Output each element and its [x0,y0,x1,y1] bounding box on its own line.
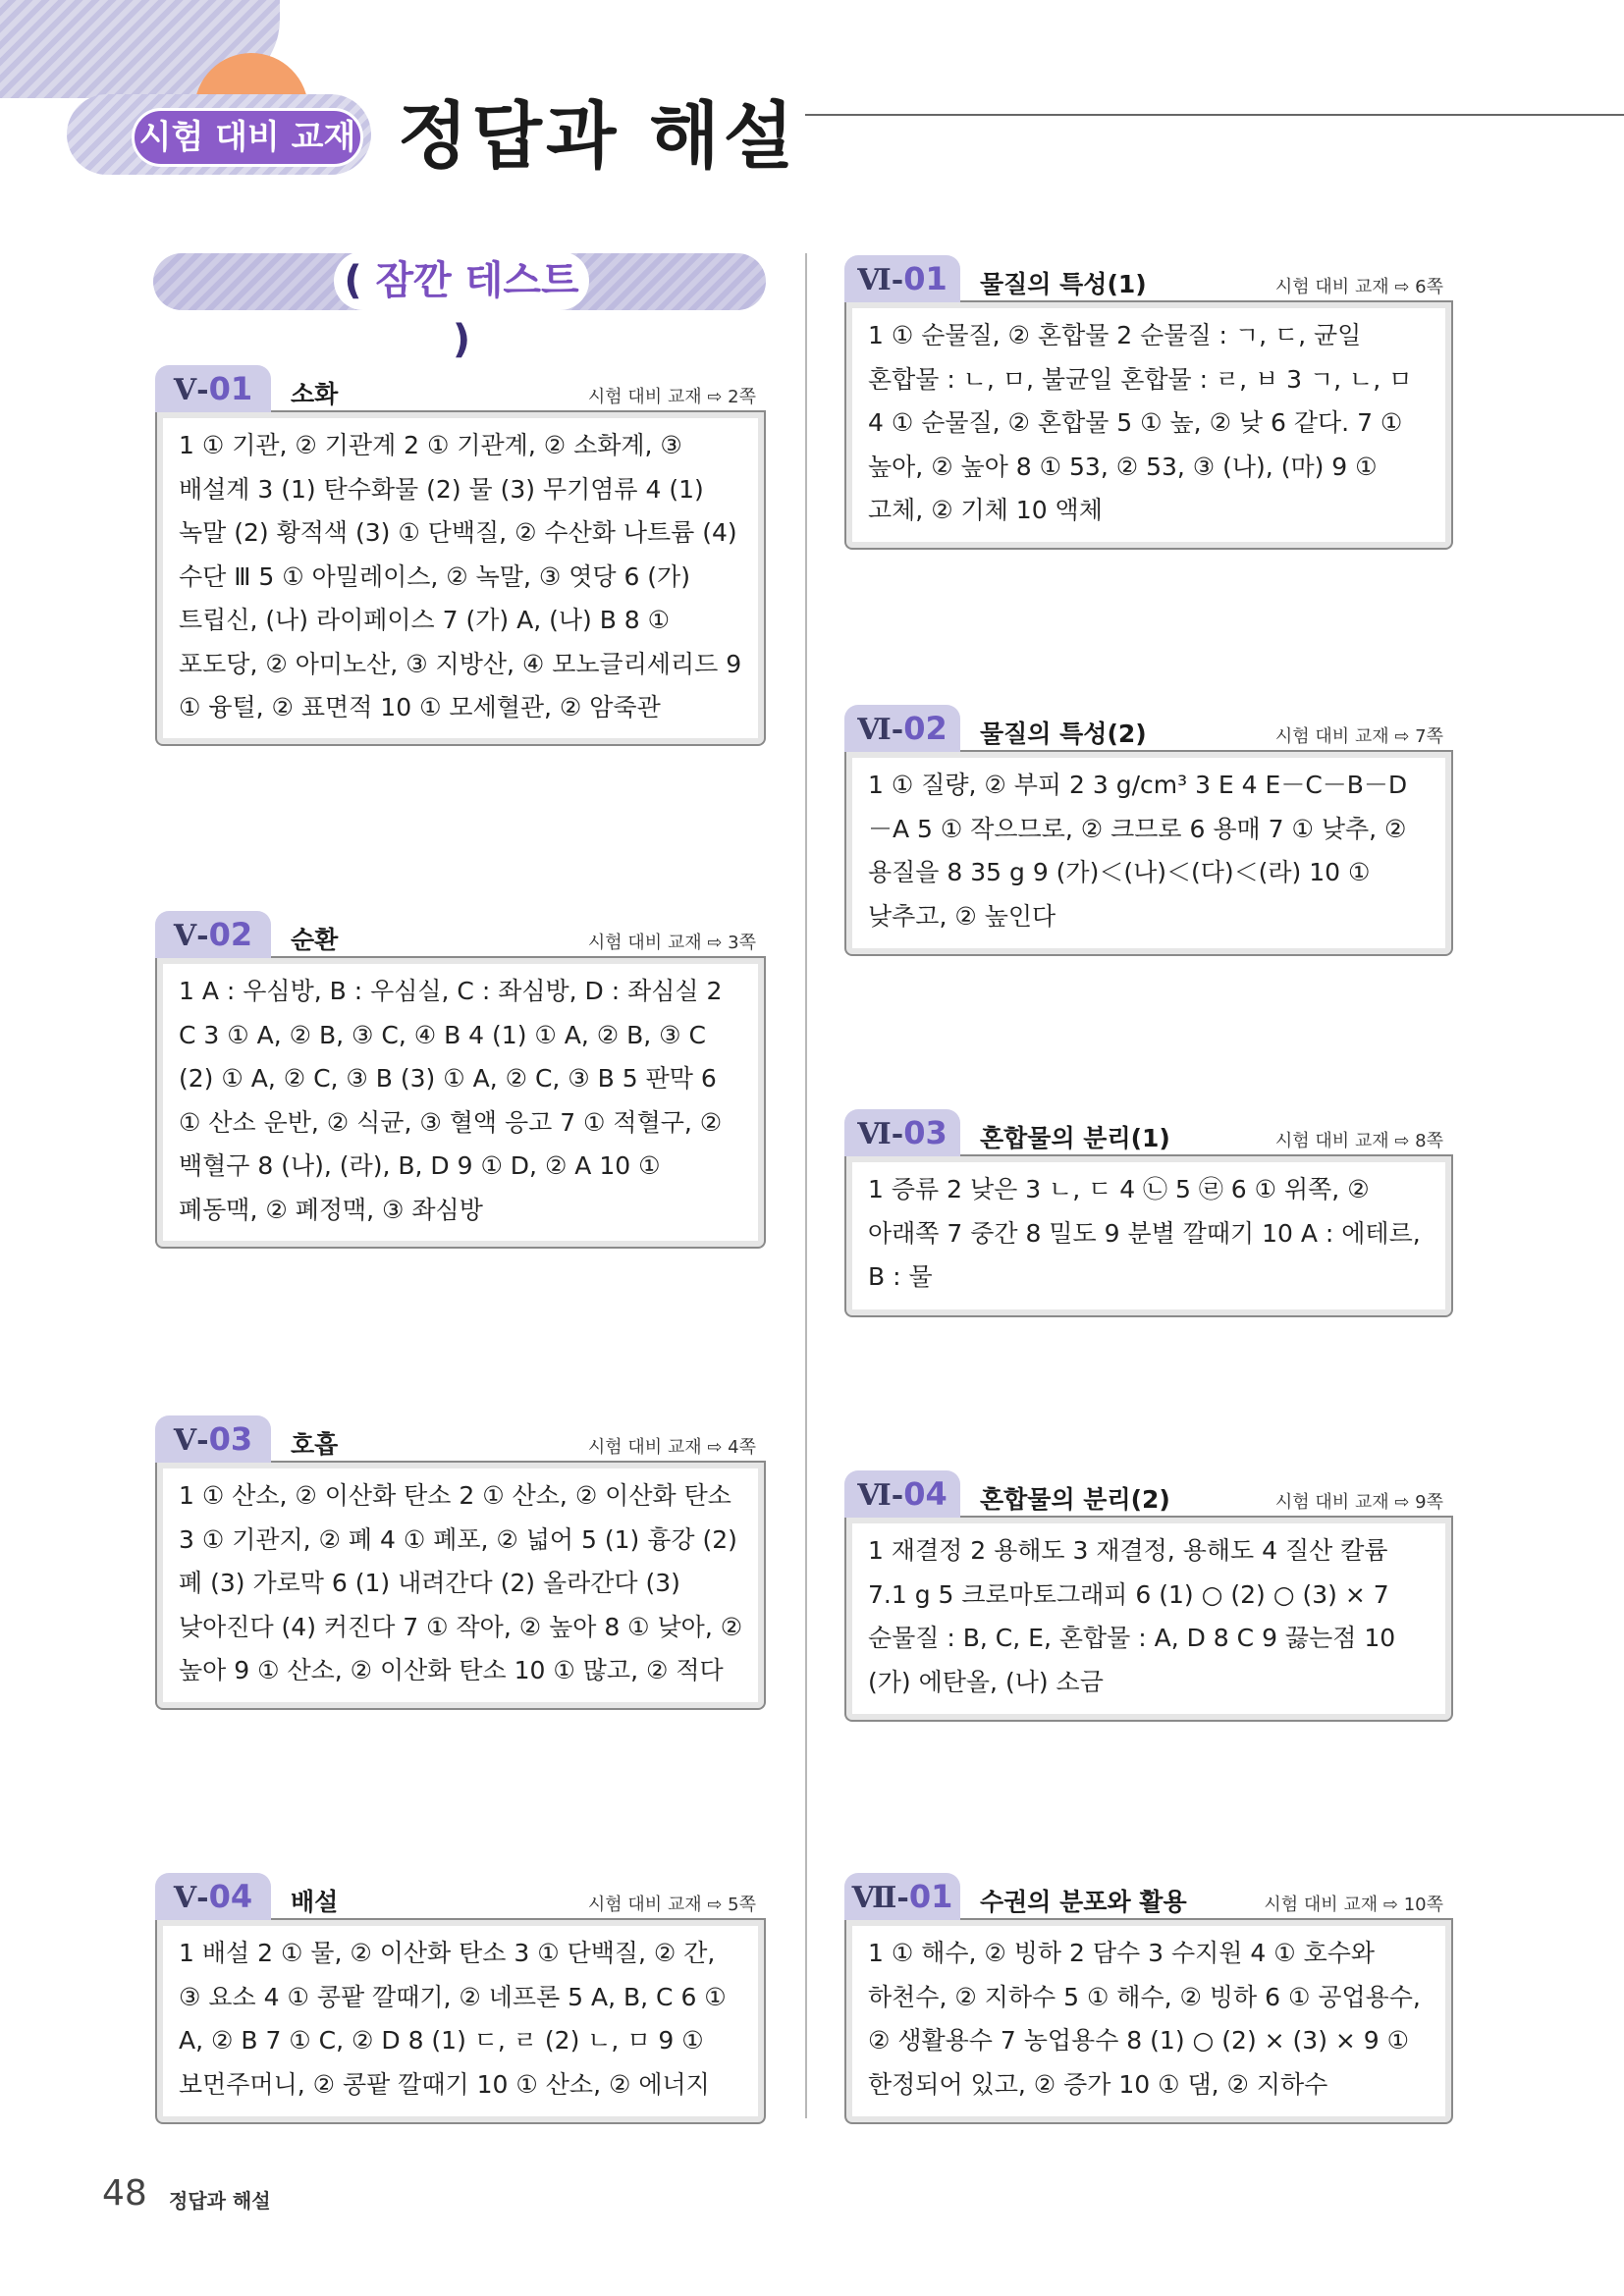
section-title: 호흡 [291,1430,339,1459]
section-tab: Ⅴ-03 [155,1415,271,1463]
answer-box: 1 재결정 2 용해도 3 재결정, 용해도 4 질산 칼륨 7.1 g 5 크로마토그래피 6 (1) ○ (2) ○ (3) × 7 순물질 : B, C, E, 혼합물 : A, D 8 C 9 끓는점 10 (가) 에탄올, (나) 소금 [844,1518,1453,1722]
answer-box: 1 증류 2 낮은 3 ㄴ, ㄷ 4 ㉡ 5 ㉣ 6 ① 위쪽, ② 아래쪽 7 중간 8 밀도 9 분별 깔때기 10 A : 에테르, B : 물 [844,1156,1453,1317]
section-tab: Ⅵ-04 [844,1470,960,1518]
section-title: 물질의 특성(1) [980,270,1147,298]
section-tab: Ⅶ-01 [844,1873,960,1920]
section-reference: 시험 대비 교재 ⇨ 10쪽 [1264,1895,1443,1915]
answer-box: 1 배설 2 ① 물, ② 이산화 탄소 3 ① 단백질, ② 간, ③ 요소 4 ① 콩팥 깔때기, ② 네프론 5 A, B, C 6 ① A, ② B 7 ① C, ② D 8 (1) ㄷ, ㄹ (2) ㄴ, ㅁ 9 ① 보먼주머니, ② 콩팥 깔때기 10 ① 산소, ② 에너지 [155,1920,766,2124]
section-reference: 시험 대비 교재 ⇨ 5쪽 [587,1895,756,1915]
answer-box: 1 ① 질량, ② 부피 2 3 g/cm³ 3 E 4 E－C－B－D－A 5 ① 작으므로, ② 크므로 6 용매 7 ① 낮추, ② 용질을 8 35 g 9 (가)＜(나)＜(다)＜(라) 10 ① 낮추고, ② 높인다 [844,752,1453,956]
section-title: 순환 [291,926,339,954]
section-title: 혼합물의 분리(1) [980,1124,1170,1152]
answer-box: 1 A : 우심방, B : 우심실, C : 좌심방, D : 좌심실 2 C 3 ① A, ② B, ③ C, ④ B 4 (1) ① A, ② B, ③ C (2) ① A, ② C, ③ B (3) ① A, ② C, ③ B 5 판막 6 ① 산소 운반, ② 식균, ③ 혈액 응고 7 ① 적혈구, ② 백혈구 8 (나), (라), B, D 9 ① D, ② A 10 ① 폐동맥, ② 폐정맥, ③ 좌심방 [155,958,766,1249]
answer-section [155,365,766,746]
section-reference: 시험 대비 교재 ⇨ 8쪽 [1274,1131,1443,1151]
bracket-close: ) [452,317,471,362]
section-tab: Ⅵ-02 [844,705,960,752]
section-tab: Ⅴ-02 [155,911,271,958]
answer-section [844,705,1453,956]
page-title: 정답과 해설 [398,94,798,179]
title-rule [805,114,1624,116]
answer-section [155,1415,766,1710]
section-reference: 시험 대비 교재 ⇨ 7쪽 [1274,726,1443,747]
section-tab: Ⅴ-04 [155,1873,271,1920]
footer-label: 정답과 해설 [169,2189,271,2213]
section-reference: 시험 대비 교재 ⇨ 3쪽 [587,933,756,953]
section-title: 혼합물의 분리(2) [980,1485,1170,1514]
section-title: 물질의 특성(2) [980,720,1147,748]
answer-section [155,911,766,1249]
answer-section [844,1873,1453,2124]
answer-section [844,1470,1453,1722]
section-tab: Ⅵ-03 [844,1109,960,1156]
section-tab: Ⅵ-01 [844,255,960,302]
section-reference: 시험 대비 교재 ⇨ 2쪽 [587,387,756,407]
column-divider [805,253,807,2118]
section-title: 수권의 분포와 활용 [980,1888,1187,1916]
quick-test-text: 잠깐 테스트 [375,258,579,303]
bracket-open: ( [344,258,362,303]
answer-section [844,1109,1453,1317]
section-title: 소화 [291,380,339,408]
answer-section [155,1873,766,2124]
answer-box: 1 ① 해수, ② 빙하 2 담수 3 수지원 4 ① 호수와 하천수, ② 지하수 5 ① 해수, ② 빙하 6 ① 공업용수, ② 생활용수 7 농업용수 8 (1) ○ (2) × (3) × 9 ① 한정되어 있고, ② 증가 10 ① 댐, ② 지하수 [844,1920,1453,2124]
answer-box: 1 ① 기관, ② 기관계 2 ① 기관계, ② 소화계, ③ 배설계 3 (1) 탄수화물 (2) 물 (3) 무기염류 4 (1) 녹말 (2) 황적색 (3) ① 단백질, ② 수산화 나트륨 (4) 수단 Ⅲ 5 ① 아밀레이스, ② 녹말, ③ 엿당 6 (가) 트립신, (나) 라이페이스 7 (가) A, (나) B 8 ① 포도당, ② 아미노산, ③ 지방산, ④ 모노글리세리드 9 ① 융털, ② 표면적 10 ① 모세혈관, ② 암죽관 [155,412,766,746]
page-number: 48 [102,2173,147,2214]
section-reference: 시험 대비 교재 ⇨ 4쪽 [587,1437,756,1458]
section-title: 배설 [291,1888,339,1916]
section-reference: 시험 대비 교재 ⇨ 9쪽 [1274,1492,1443,1513]
quick-test-label [334,251,589,362]
answer-box: 1 ① 산소, ② 이산화 탄소 2 ① 산소, ② 이산화 탄소 3 ① 기관지, ② 폐 4 ① 폐포, ② 넓어 5 (1) 흉강 (2) 폐 (3) 가로막 6 (1) 내려간다 (2) 올라간다 (3) 낮아진다 (4) 커진다 7 ① 작아, ② 높아 8 ① 낮아, ② 높아 9 ① 산소, ② 이산화 탄소 10 ① 많고, ② 적다 [155,1463,766,1710]
answer-box: 1 ① 순물질, ② 혼합물 2 순물질 : ㄱ, ㄷ, 균일 혼합물 : ㄴ, ㅁ, 불균일 혼합물 : ㄹ, ㅂ 3 ㄱ, ㄴ, ㅁ 4 ① 순물질, ② 혼합물 5 ① 높, ② 낮 6 같다. 7 ① 높아, ② 높아 8 ① 53, ② 53, ③ (나), (마) 9 ① 고체, ② 기체 10 액체 [844,302,1453,550]
answer-section [844,255,1453,550]
textbook-badge: 시험 대비 교재 [132,108,363,167]
section-tab: Ⅴ-01 [155,365,271,412]
section-reference: 시험 대비 교재 ⇨ 6쪽 [1274,277,1443,297]
